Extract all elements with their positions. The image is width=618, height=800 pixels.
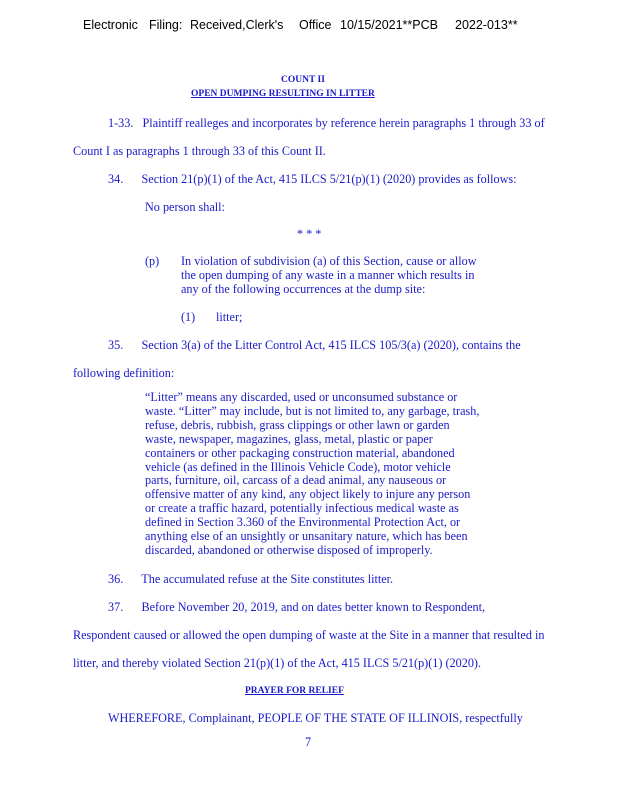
paragraph-35-line2: following definition: — [73, 366, 175, 380]
quote-line: “Litter” means any discarded, used or unconsumed substance or — [145, 390, 458, 404]
prayer-title: PRAYER FOR RELIEF — [245, 686, 344, 696]
item-1-text: litter; — [216, 310, 243, 324]
paragraph-1-33-line2: Count I as paragraphs 1 through 33 of this Count II. — [73, 144, 326, 158]
quote-line: vehicle (as defined in the Illinois Vehicle Code), motor vehicle — [145, 459, 451, 474]
quote-line: or create a traffic hazard, potentially infectious medical waste as — [145, 501, 459, 516]
subsection-p-label: (p) — [145, 254, 160, 268]
quote-line: waste, newspaper, magazines, glass, metal, plastic or paper — [145, 431, 433, 446]
paragraph-35-line1: 35. Section 3(a) of the Litter Control Act, 415 ILCS 105/3(a) (2020), contains the — [108, 338, 521, 352]
litter-definition-quote — [145, 391, 517, 558]
header-docket: 2022-013** — [455, 18, 518, 32]
quote-line: anything else of an unsightly or unsanitary nature, which has been — [145, 529, 468, 544]
header-received: Received,Clerk's — [190, 18, 284, 32]
paragraph-37-line1: 37. Before November 20, 2019, and on dates better known to Respondent, — [108, 600, 486, 614]
quote-line: containers or other packaging construction material, abandoned — [145, 445, 455, 460]
quote-line: discarded, abandoned or otherwise disposed of improperly. — [145, 542, 433, 557]
paragraph-37-line2: Respondent caused or allowed the open dumping of waste at the Site in a manner that resulted in — [73, 628, 545, 642]
header-filing: Filing: — [149, 18, 183, 32]
paragraph-34: 34. Section 21(p)(1) of the Act, 415 ILCS 5/21(p)(1) (2020) provides as follows: — [108, 172, 517, 186]
quote-line: defined in Section 3.360 of the Environmental Protection Act, or — [145, 515, 461, 530]
count-title: COUNT II — [281, 75, 325, 85]
header-electronic: Electronic — [83, 18, 138, 32]
count-subtitle: OPEN DUMPING RESULTING IN LITTER — [191, 89, 375, 99]
paragraph-36: 36. The accumulated refuse at the Site constitutes litter. — [108, 572, 394, 586]
quote-line: refuse, debris, rubbish, grass clippings or other lawn or garden — [145, 417, 450, 432]
paragraph-37-line3: litter, and thereby violated Section 21(p)(1) of the Act, 415 ILCS 5/21(p)(1) (2020). — [73, 656, 482, 670]
page-number: 7 — [305, 735, 312, 749]
section-stars: * * * — [297, 227, 322, 241]
prayer-line1: WHEREFORE, Complainant, PEOPLE OF THE STATE OF ILLINOIS, respectfully — [108, 711, 523, 725]
subsection-p-line2: the open dumping of any waste in a manner which results in — [181, 268, 475, 282]
subsection-p-line3: any of the following occurrences at the dump site: — [181, 282, 426, 296]
header-office: Office — [299, 18, 332, 32]
quote-line: offensive matter of any kind, any object likely to injure any person — [145, 487, 471, 502]
quote-line: parts, furniture, oil, carcass of a dead animal, any nauseous or — [145, 473, 447, 488]
header-date: 10/15/2021**PCB — [340, 18, 438, 32]
subsection-p-line1: In violation of subdivision (a) of this Section, cause or allow — [181, 254, 477, 268]
item-1-label: (1) — [181, 310, 196, 324]
no-person-text: No person shall: — [145, 200, 225, 214]
paragraph-1-33-line1: 1-33. Plaintiff realleges and incorporates by reference herein paragraphs 1 through 33 of — [108, 116, 545, 130]
quote-line: waste. “Litter” may include, but is not limited to, any garbage, trash, — [145, 403, 480, 418]
